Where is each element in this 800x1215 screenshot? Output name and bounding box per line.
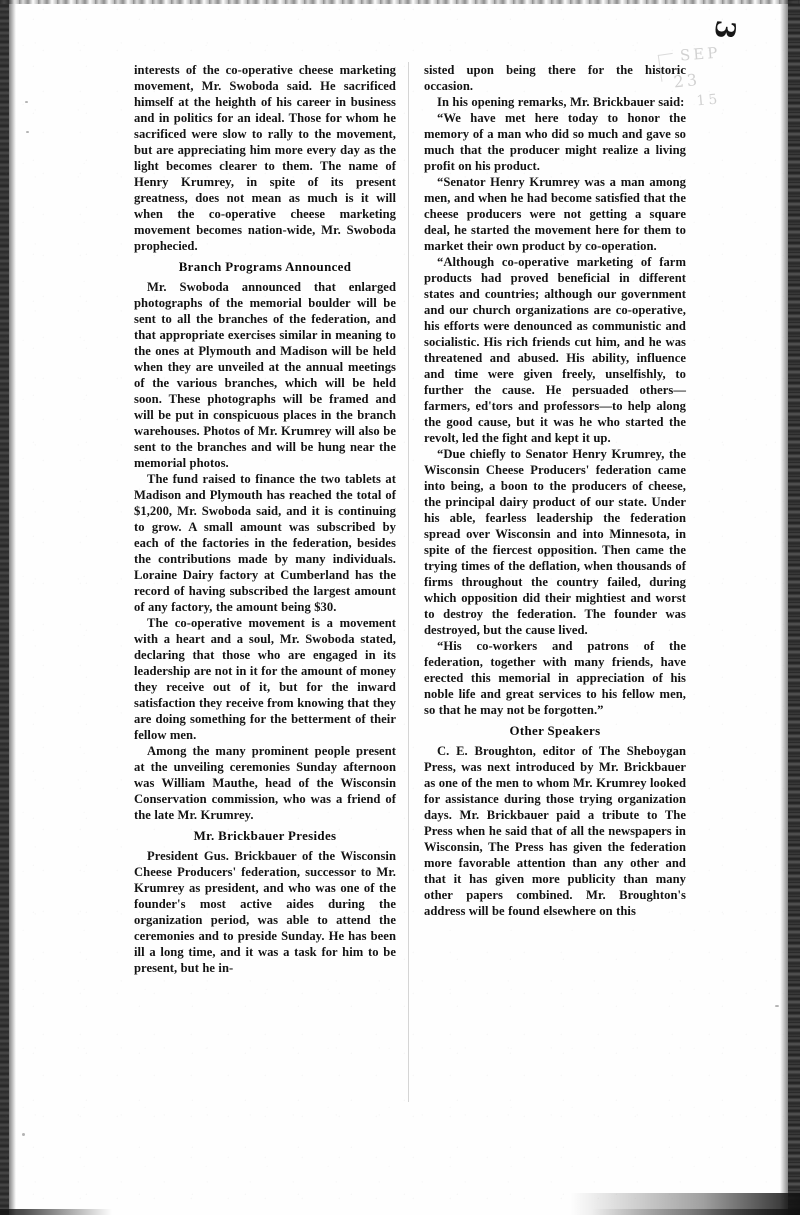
article-paragraph: sisted upon being there for the historic occasion.: [424, 63, 686, 93]
article-paragraph: The fund raised to finance the two tablets at Madison and Plymouth has reached the total of $1,200, Mr. Swoboda said, and it is continuing to grow. A small amount was subscribed by each of the factories in the federation, besides the contributions made by many individuals. Loraine Dairy factory at Cumberland has the record of having subscribed the largest amount of any factory, the amount being $30.: [134, 472, 396, 614]
article-paragraph: Mr. Swoboda announced that enlarged photographs of the memorial boulder will be sent to all the branches of the federation, and that appropriate exercises similar in meaning to the ones at Plymouth and Madison will be held when they are unveiled at the annual meetings of the various branches, which will be held soon. These photographs will be framed and will be put in conspicuous places in the branch warehouses. Photos of Mr. Krumrey will also be sent to the branches and will be hung near the memorial photos.: [134, 280, 396, 470]
article-paragraph: “His co-workers and patrons of the federation, together with many friends, have erected this memorial in appreciation of his noble life and great services to his fellow men, so that he may not be forgotten.”: [424, 639, 686, 717]
scan-speck: [775, 1005, 779, 1007]
article-paragraph: C. E. Broughton, editor of The Sheboygan Press, was next introduced by Mr. Brickbauer as one of the men to whom Mr. Krumrey looked for assistance during those trying organization days. Mr. Brickbauer paid a tribute to The Press when he said that of all the newspapers in Wisconsin, The Press has given the federation more favorable attention than any other and that it has given more publicity than many other papers combined. Mr. Broughton's address will be found elsewhere on this: [424, 744, 686, 918]
scan-edge-right: [788, 0, 800, 1215]
article-paragraph: Among the many prominent people present at the unveiling ceremonies Sunday afternoon was William Mauthe, head of the Wisconsin Conservation commission, who was a friend of the late Mr. Krumrey.: [134, 744, 396, 822]
article-paragraph: interests of the co-operative cheese marketing movement, Mr. Swoboda said. He sacrificed himself at the heighth of his career in business and in politics for an ideal. Those for whom he sacrificed were slow to rally to the movement, but are appreciating him more every day as the light becomes clearer to them. The name of Henry Krumrey, in spite of its present greatness, does not mean as much is it will when the co-operative cheese marketing movement becomes nation-wide, Mr. Swoboda prophecied.: [134, 63, 396, 253]
article-subhead: Mr. Brickbauer Presides: [193, 829, 337, 843]
article-subhead: Branch Programs Announced: [178, 260, 352, 274]
stamp-line-3: 15: [695, 91, 722, 110]
article-paragraph: The co-operative movement is a movement with a heart and a soul, Mr. Swoboda stated, declaring that those who are engaged in its leadership are not in it for the amount of money they receive out of it, but for the inward satisfaction they receive from knowing that they are doing something for the betterment of their fellow men.: [134, 616, 396, 742]
article-paragraph: “Senator Henry Krumrey was a man among men, and when he had become satisfied that the cheese producers were not getting a square deal, he started the movement here for them to market their own product by co-operation.: [424, 175, 686, 253]
article-paragraph: In his opening remarks, Mr. Brickbauer said:: [437, 95, 685, 109]
stamp-line-1: SEP: [679, 43, 721, 65]
article-column-left: [134, 62, 396, 1157]
scan-speck: [22, 1133, 25, 1136]
scan-edge-left: [0, 0, 9, 1215]
stamp-line-2: 23: [672, 69, 701, 92]
article-paragraph: “Due chiefly to Senator Henry Krumrey, the Wisconsin Cheese Producers' federation came into being, a boon to the producers of cheese, the principal dairy product of our state. Under his able, fearless leadership the federation spread over Wisconsin and into Minnesota, in spite of the fiercest opposition. Then came the trying times of the deflation, when thousands of firms throughout the country failed, during which opposition did their mightiest and worst to destroy the federation. The founder was destroyed, but the cause lived.: [424, 447, 686, 637]
scan-speck: [25, 101, 28, 103]
article-column-right: [424, 62, 686, 1157]
article-paragraph: President Gus. Brickbauer of the Wisconsin Cheese Producers' federation, successor to Mr. Krumrey as president, and who was one of the founder's most active aides during the organization period, was able to attend the ceremonies and to preside Sunday. He has been ill a long time, and it was a task for him to be present, but he in-: [134, 849, 396, 975]
column-divider-rule: [408, 62, 409, 1102]
scan-edge-top: [0, 0, 800, 4]
article-subhead: Other Speakers: [509, 724, 601, 738]
column-gutter: [396, 62, 424, 1157]
scan-corner-bottom-right: [570, 1193, 800, 1215]
handwritten-page-number: 3: [708, 18, 741, 41]
article-body: [134, 62, 686, 1157]
article-paragraph: “Although co-operative marketing of farm products had proved beneficial in different states and countries; although our government and our church organizations are co-operative, his efforts were denounced as communistic and socialistic. His rich friends cut him, and he was threatened and abused. His ability, influence and time were given freely, unselfishly, to further the cause. He persuaded others—farmers, ed'tors and professors—to help along the good cause, but it was he who started the revolt, led the fight and kept it up.: [424, 255, 686, 445]
scan-edge-left-shadow: [9, 0, 16, 1215]
scan-speck: [26, 131, 29, 133]
article-paragraph: “We have met here today to honor the memory of a man who did so much and gave so much that the producer might realize a living profit on his product.: [424, 111, 686, 173]
scan-edge-right-shadow: [780, 0, 788, 1215]
